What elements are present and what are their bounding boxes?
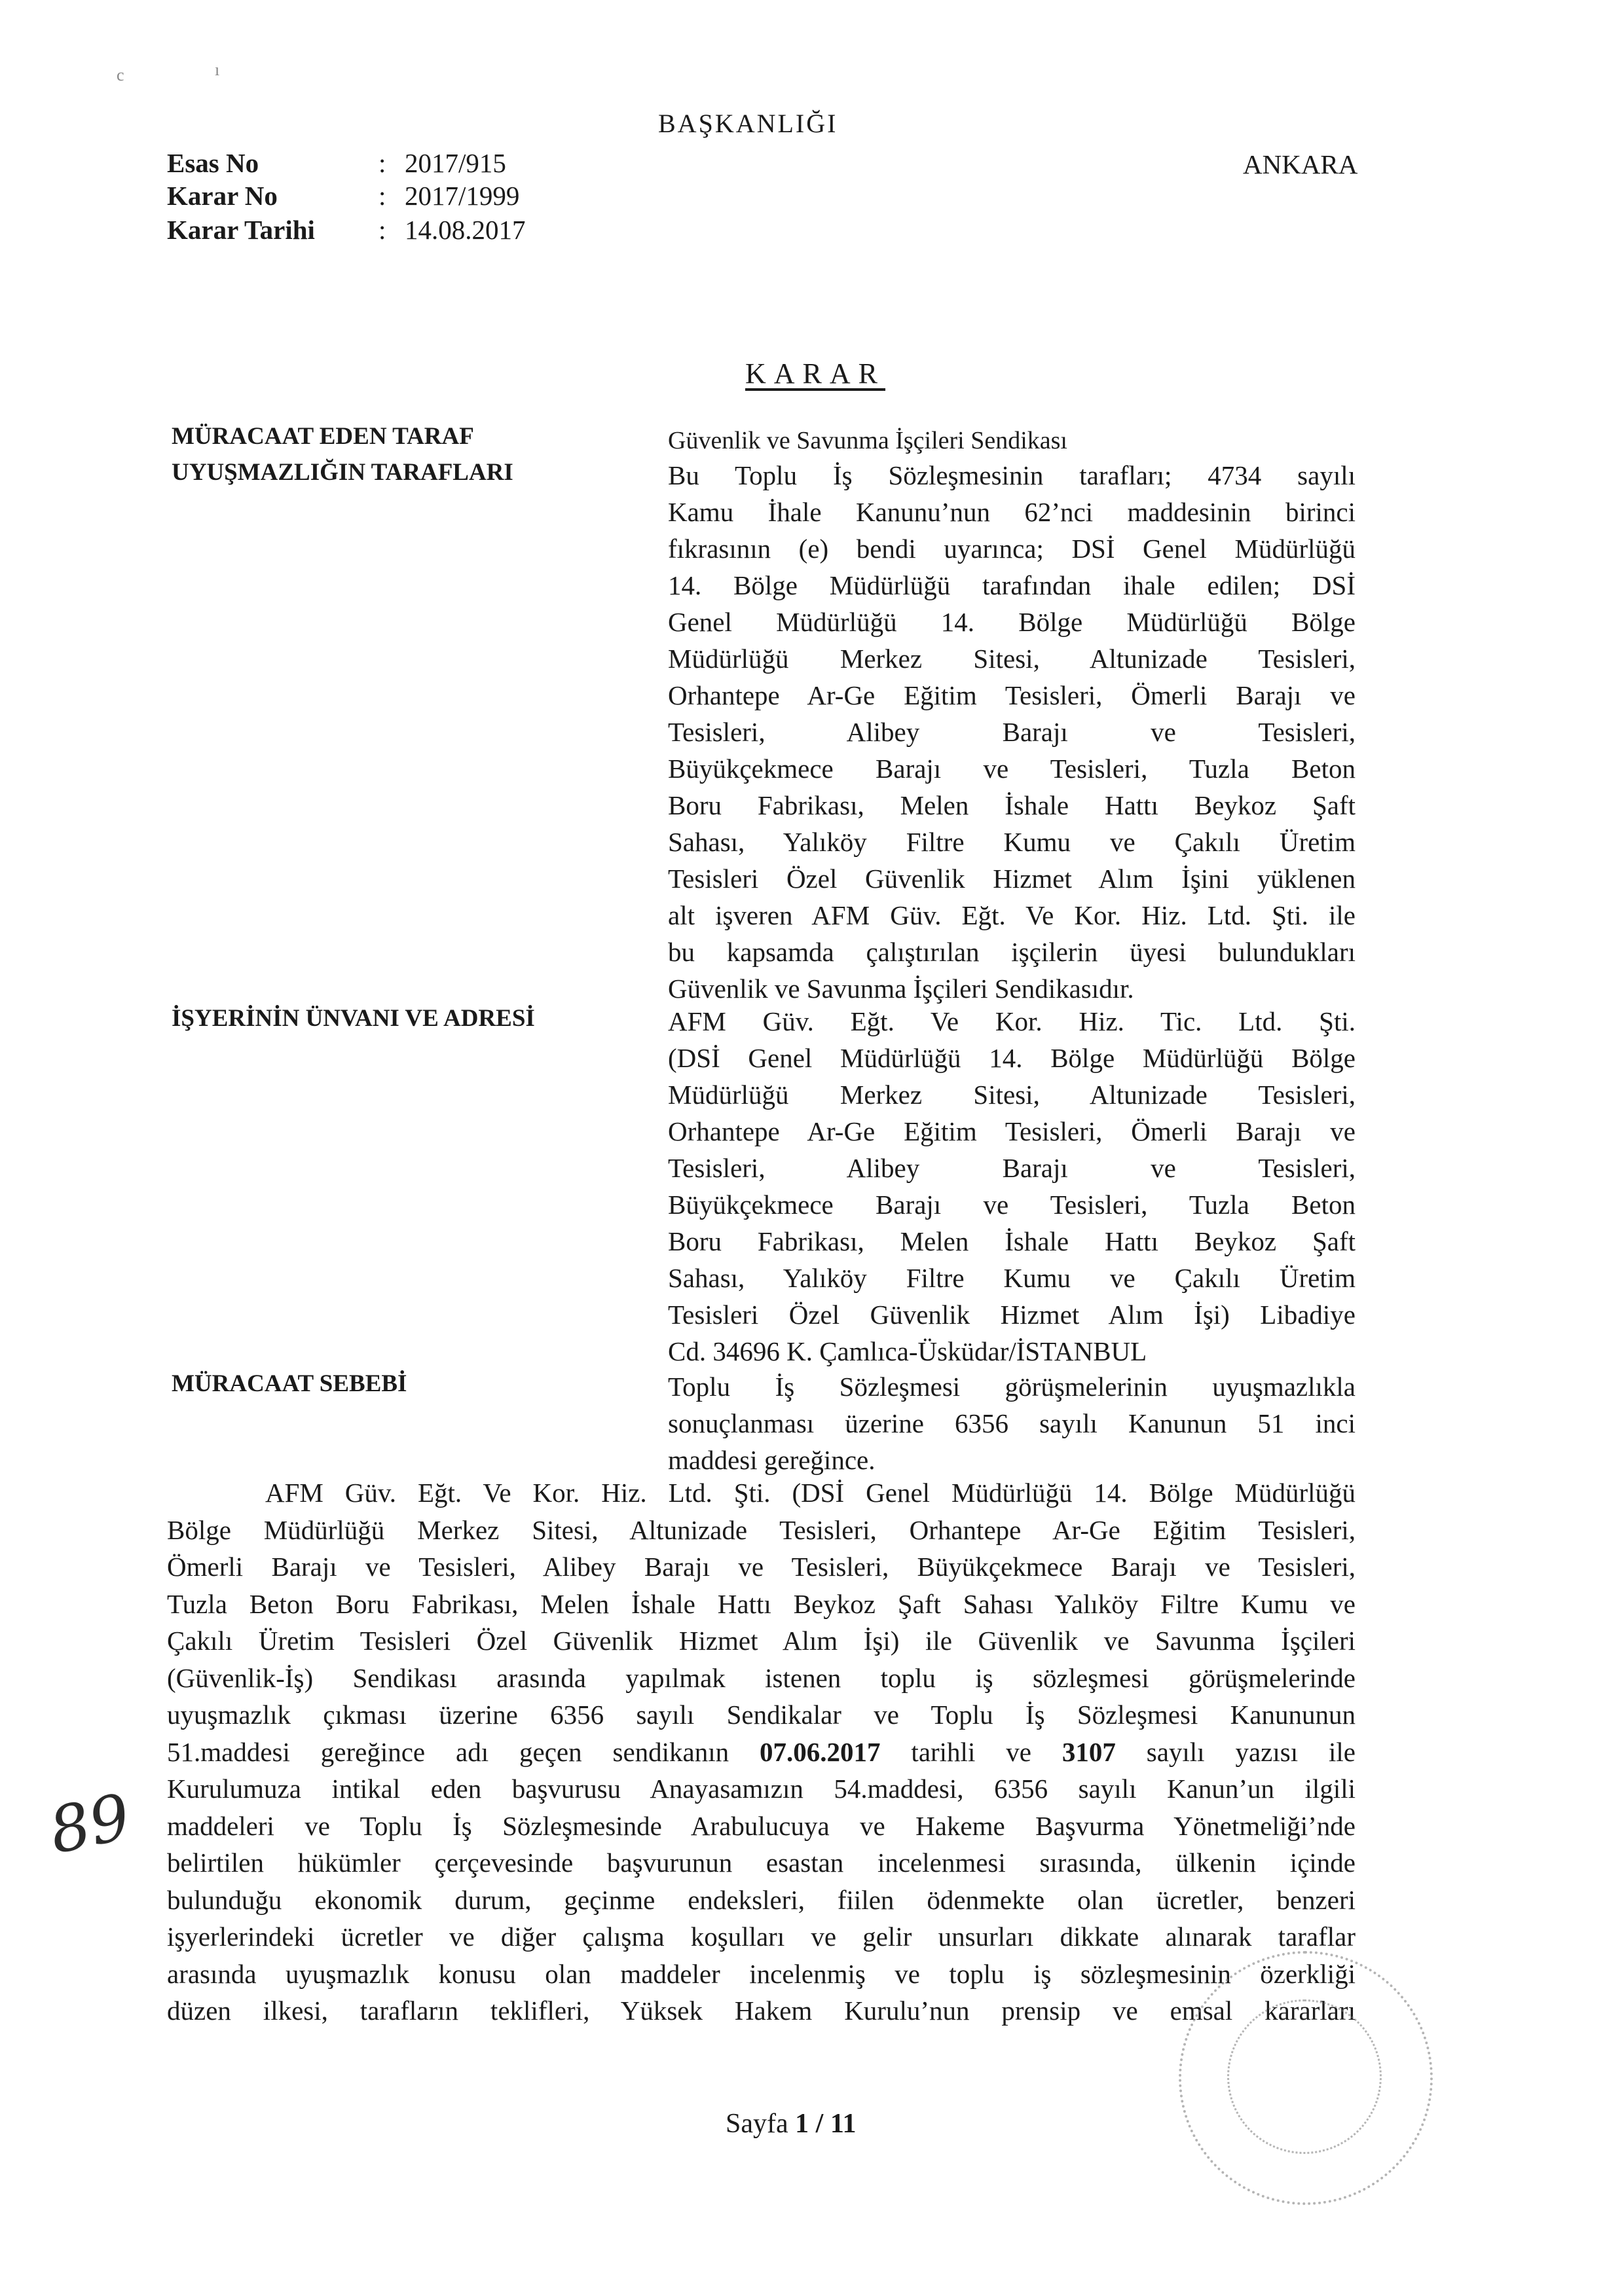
isyeri-line: Orhantepe Ar-Ge Eğitim Tesisleri, Ömerli Barajı ve bbox=[668, 1116, 1356, 1146]
application-number: 3107 bbox=[1061, 1736, 1116, 1767]
body-line: düzen ilkesi, tarafların teklifleri, Yüksek Hakem Kurulu’nun prensip ve emsal kararları bbox=[167, 1995, 1356, 2026]
esas-label: Esas No bbox=[167, 148, 259, 178]
page-number bbox=[726, 2108, 857, 2140]
official-stamp bbox=[1179, 1951, 1433, 2205]
page-title: KARAR bbox=[745, 357, 886, 390]
karar-label: Karar No bbox=[167, 181, 278, 211]
isyeri-label: İŞYERİNİN ÜNVANI VE ADRESİ bbox=[172, 1005, 535, 1032]
muracaat-eden-label: MÜRACAAT EDEN TARAF bbox=[172, 423, 474, 450]
taraflar-line: 14. Bölge Müdürlüğü tarafından ihale edilen; DSİ bbox=[668, 570, 1356, 600]
tarih-value: 14.08.2017 bbox=[405, 215, 526, 245]
isyeri-line: Büyükçekmece Barajı ve Tesisleri, Tuzla Beton bbox=[668, 1190, 1356, 1220]
body-line: arasında uyuşmazlık konusu olan maddeler incelenmiş ve toplu iş sözleşmesinin özerkliği bbox=[167, 1958, 1356, 1989]
bold-line-pre: 51.maddesi gereğince adı geçen sendikanın bbox=[167, 1736, 760, 1767]
isyeri-line: Tesisleri, Alibey Barajı ve Tesisleri, bbox=[668, 1153, 1356, 1183]
taraflar-line: Tesisleri Özel Güvenlik Hizmet Alım İşini yüklenen bbox=[668, 864, 1356, 894]
isyeri-line: AFM Güv. Eğt. Ve Kor. Hiz. Tic. Ltd. Şti. bbox=[668, 1006, 1356, 1036]
body-line-bold bbox=[167, 1734, 1356, 1771]
taraflar-line: Müdürlüğü Merkez Sitesi, Altunizade Tesisleri, bbox=[668, 644, 1356, 674]
karar-colon: : bbox=[378, 181, 386, 211]
sebep-line: maddesi gereğince. bbox=[668, 1445, 876, 1475]
body-line: Ömerli Barajı ve Tesisleri, Alibey Barajı ve Tesisleri, Büyükçekmece Barajı ve Tesisleri, bbox=[167, 1552, 1356, 1582]
taraflar-line: Boru Fabrikası, Melen İshale Hattı Beykoz Şaft bbox=[668, 790, 1356, 820]
page-current: 1 bbox=[795, 2109, 809, 2139]
bold-line-mid: tarihli ve bbox=[880, 1736, 1062, 1767]
isyeri-line: Boru Fabrikası, Melen İshale Hattı Beykoz Şaft bbox=[668, 1226, 1356, 1256]
isyeri-line: Sahası, Yalıköy Filtre Kumu ve Çakılı Üretim bbox=[668, 1263, 1356, 1293]
body-line: Çakılı Üretim Tesisleri Özel Güvenlik Hizmet Alım İşi) ile Güvenlik ve Savunma İşçileri bbox=[167, 1626, 1356, 1656]
isyeri-line: Müdürlüğü Merkez Sitesi, Altunizade Tesisleri, bbox=[668, 1080, 1356, 1110]
taraflar-line: Tesisleri, Alibey Barajı ve Tesisleri, bbox=[668, 717, 1356, 747]
body-line: Bölge Müdürlüğü Merkez Sitesi, Altunizade Tesisleri, Orhantepe Ar-Ge Eğitim Tesisleri, bbox=[167, 1514, 1356, 1545]
body-line: belirtilen hükümler çerçevesinde başvurunun esastan incelenmesi sırasında, ülkenin içinde bbox=[167, 1848, 1356, 1878]
sebep-line: sonuçlanması üzerine 6356 sayılı Kanunun 51 inci bbox=[668, 1408, 1356, 1438]
corner-mark-right: ı bbox=[215, 60, 220, 79]
body-line: uyuşmazlık çıkması üzerine 6356 sayılı Sendikalar ve Toplu İş Sözleşmesi Kanununun bbox=[167, 1700, 1356, 1730]
taraflar-line: fıkrasının (e) bendi uyarınca; DSİ Genel Müdürlüğü bbox=[668, 534, 1356, 564]
corner-mark-left: c bbox=[117, 65, 124, 84]
taraflar-line: Güvenlik ve Savunma İşçileri Sendikasıdır. bbox=[668, 974, 1134, 1004]
tarih-colon: : bbox=[378, 215, 386, 245]
taraflar-line: alt işveren AFM Güv. Eğt. Ve Kor. Hiz. Ltd. Şti. ile bbox=[668, 900, 1356, 930]
taraflar-line: Sahası, Yalıköy Filtre Kumu ve Çakılı Üretim bbox=[668, 827, 1356, 857]
application-date: 07.06.2017 bbox=[760, 1736, 881, 1767]
isyeri-line: (DSİ Genel Müdürlüğü 14. Bölge Müdürlüğü Bölge bbox=[668, 1043, 1356, 1073]
taraflar-line: Kamu İhale Kanunu’nun 62’nci maddesinin birinci bbox=[668, 497, 1356, 527]
body-paragraph bbox=[167, 1474, 1356, 2030]
isyeri-line: Cd. 34696 K. Çamlıca-Üsküdar/İSTANBUL bbox=[668, 1336, 1147, 1366]
taraflar-label: UYUŞMAZLIĞIN TARAFLARI bbox=[172, 459, 513, 486]
top-heading: BAŞKANLIĞI bbox=[658, 109, 838, 138]
isyeri-block bbox=[668, 1003, 1356, 1370]
body-line: Tuzla Beton Boru Fabrikası, Melen İshale Hattı Beykoz Şaft Sahası Yalıköy Filtre Kumu ve bbox=[167, 1588, 1356, 1619]
city-label: ANKARA bbox=[1243, 149, 1358, 179]
esas-value: 2017/915 bbox=[405, 148, 506, 178]
body-line: Kurulumuza intikal eden başvurusu Anayasamızın 54.maddesi, 6356 sayılı Kanun’un ilgili bbox=[167, 1774, 1356, 1804]
margin-handwriting: 89 bbox=[43, 1779, 137, 1868]
esas-colon: : bbox=[378, 148, 386, 178]
bold-line-post: sayılı yazısı ile bbox=[1115, 1736, 1356, 1767]
muracaat-eden-value: Güvenlik ve Savunma İşçileri Sendikası bbox=[668, 427, 1067, 454]
taraflar-line: Orhantepe Ar-Ge Eğitim Tesisleri, Ömerli Barajı ve bbox=[668, 680, 1356, 710]
isyeri-line: Tesisleri Özel Güvenlik Hizmet Alım İşi) Libadiye bbox=[668, 1300, 1356, 1330]
taraflar-line: Büyükçekmece Barajı ve Tesisleri, Tuzla Beton bbox=[668, 754, 1356, 784]
body-line: maddeleri ve Toplu İş Sözleşmesinde Arabulucuya ve Hakeme Başvurma Yönetmeliği’nde bbox=[167, 1810, 1356, 1841]
taraflar-line: bu kapsamda çalıştırılan işçilerin üyesi bulundukları bbox=[668, 937, 1356, 967]
body-line: (Güvenlik-İş) Sendikası arasında yapılmak istenen toplu iş sözleşmesi görüşmelerinde bbox=[167, 1662, 1356, 1693]
sebep-block bbox=[668, 1368, 1356, 1478]
body-line: AFM Güv. Eğt. Ve Kor. Hiz. Ltd. Şti. (DSİ Genel Müdürlüğü 14. Bölge Müdürlüğü bbox=[265, 1478, 1356, 1508]
sebep-label: MÜRACAAT SEBEBİ bbox=[172, 1370, 407, 1397]
karar-value: 2017/1999 bbox=[405, 181, 520, 211]
page-prefix: Sayfa bbox=[726, 2109, 796, 2139]
taraflar-block bbox=[668, 457, 1356, 1007]
body-line: bulunduğu ekonomik durum, geçinme endeksleri, fiilen ödenmekte olan ücretler, benzeri bbox=[167, 1884, 1356, 1915]
taraflar-line: Bu Toplu İş Sözleşmesinin tarafları; 4734 sayılı bbox=[668, 460, 1356, 490]
official-stamp-inner bbox=[1227, 1999, 1382, 2154]
taraflar-line: Genel Müdürlüğü 14. Bölge Müdürlüğü Bölge bbox=[668, 607, 1356, 637]
body-line: işyerlerindeki ücretler ve diğer çalışma koşulları ve gelir unsurları dikkate alınarak taraflar bbox=[167, 1922, 1356, 1952]
sebep-line: Toplu İş Sözleşmesi görüşmelerinin uyuşmazlıkla bbox=[668, 1372, 1356, 1402]
page-separator: / bbox=[809, 2109, 830, 2139]
tarih-label: Karar Tarihi bbox=[167, 215, 315, 245]
page-total: 11 bbox=[830, 2109, 857, 2139]
